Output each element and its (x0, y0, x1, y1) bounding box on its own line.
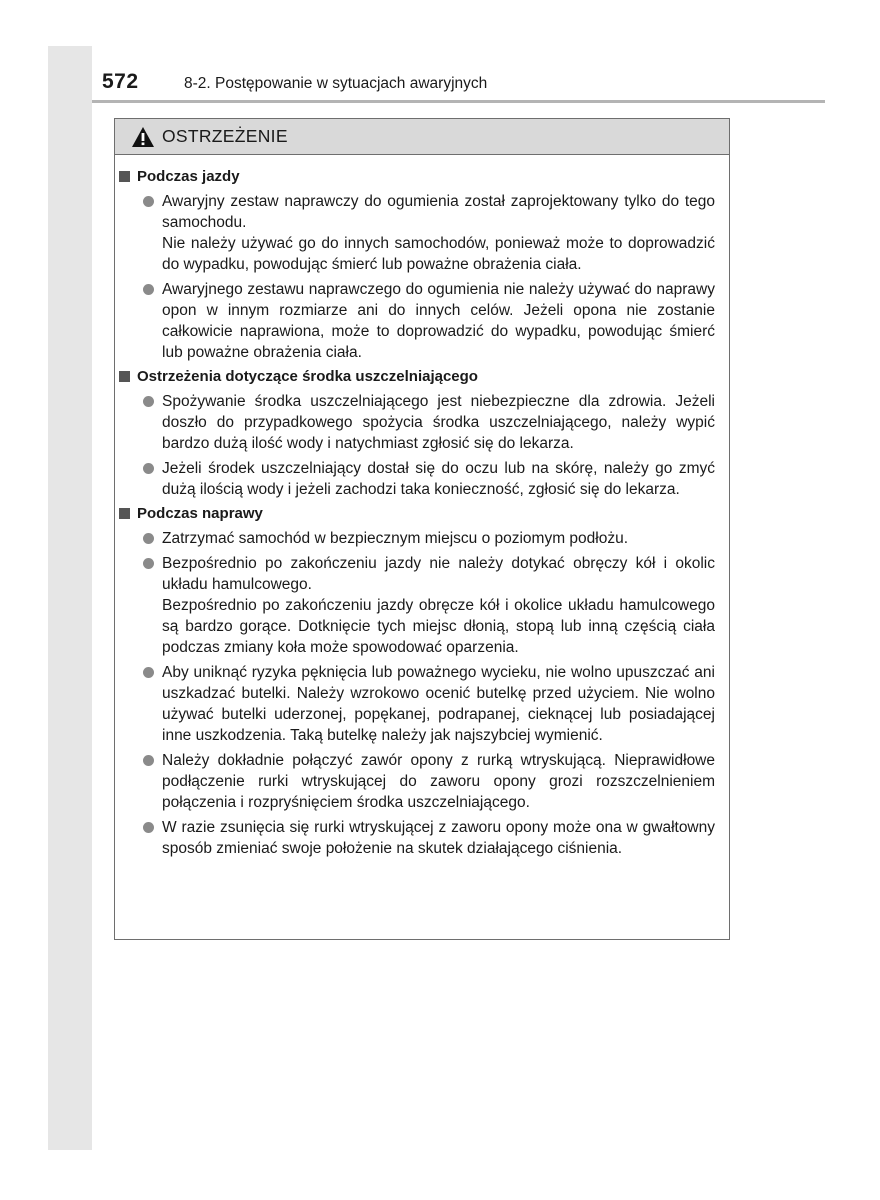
circle-bullet-icon (143, 558, 154, 569)
header-divider (92, 100, 825, 103)
paragraph: Bezpośrednio po zakończeniu jazdy obręcze kół i okolice układu hamulcowego są bardzo gorące. Dotknięcie tych miejsc dłonią, stopą lub inną częścią ciała podczas zmiany koła może spowodować oparzenia. (162, 597, 715, 656)
section-heading (119, 366, 715, 387)
list-item (143, 817, 715, 859)
list-item-text (162, 817, 715, 859)
section-heading-text: Podczas naprawy (137, 505, 263, 522)
warning-title: OSTRZEŻENIE (162, 126, 288, 146)
circle-bullet-icon (143, 667, 154, 678)
list-item-text (162, 662, 715, 746)
warning-body (115, 155, 729, 859)
list-item (143, 279, 715, 363)
list-item (143, 750, 715, 813)
list-item-text (162, 279, 715, 363)
square-bullet-icon (119, 371, 130, 382)
list-item (143, 528, 715, 549)
circle-bullet-icon (143, 533, 154, 544)
warning-header (115, 119, 729, 155)
circle-bullet-icon (143, 822, 154, 833)
list-item (143, 191, 715, 275)
section-heading (119, 166, 715, 187)
warning-triangle-icon (131, 126, 155, 148)
list-item (143, 391, 715, 454)
section-heading-text: Ostrzeżenia dotyczące środka uszczelniającego (137, 368, 478, 385)
section-heading-text: Podczas jazdy (137, 168, 240, 185)
paragraph: Nie należy używać go do innych samochodów, ponieważ może to doprowadzić do wypadku, powodując śmierć lub poważne obrażenia ciała. (162, 235, 715, 273)
paragraph: Awaryjny zestaw naprawczy do ogumienia został zaprojektowany tylko do tego samochodu. (162, 193, 715, 231)
paragraph: Jeżeli środek uszczelniający dostał się do oczu lub na skórę, należy go zmyć dużą ilością wody i jeżeli zachodzi taka konieczność, zgłosić się do lekarza. (162, 460, 715, 498)
square-bullet-icon (119, 171, 130, 182)
list-item (143, 553, 715, 658)
paragraph: Aby uniknąć ryzyka pęknięcia lub poważnego wycieku, nie wolno upuszczać ani uszkadzać butelki. Należy wzrokowo ocenić butelkę przed użyciem. Nie wolno używać butelki uderzonej, popękanej, podrapanej, cieknącej lub posiadającej inne uszkodzenia. Taką butelkę należy jak najszybciej wymienić. (162, 664, 715, 744)
page-side-tab (48, 46, 92, 1150)
square-bullet-icon (119, 508, 130, 519)
section-heading (119, 503, 715, 524)
list-item-text (162, 553, 715, 658)
paragraph: Zatrzymać samochód w bezpiecznym miejscu o poziomym podłożu. (162, 530, 629, 547)
circle-bullet-icon (143, 396, 154, 407)
circle-bullet-icon (143, 463, 154, 474)
circle-bullet-icon (143, 755, 154, 766)
list-item-text (162, 528, 715, 549)
paragraph: Awaryjnego zestawu naprawczego do ogumienia nie należy używać do naprawy opon w innym rozmiarze ani do innych celów. Jeżeli opona nie zostanie całkowicie naprawiona, może to doprowadzić do wypadku, powodując śmierć lub poważne obrażenia ciała. (162, 281, 715, 361)
paragraph: Należy dokładnie połączyć zawór opony z rurką wtryskującą. Nieprawidłowe podłączenie rurki wtryskującej do zaworu opony grozi rozszczelnieniem połączenia i rozpryśnięciem środka uszczelniającego. (162, 752, 715, 811)
warning-box (114, 118, 730, 940)
list-item-text (162, 191, 715, 275)
circle-bullet-icon (143, 284, 154, 295)
paragraph: Bezpośrednio po zakończeniu jazdy nie należy dotykać obręczy kół i okolic układu hamulcowego. (162, 555, 715, 593)
section-title: 8-2. Postępowanie w sytuacjach awaryjnych (184, 75, 488, 92)
list-item-text (162, 391, 715, 454)
list-item-text (162, 458, 715, 500)
circle-bullet-icon (143, 196, 154, 207)
paragraph: Spożywanie środka uszczelniającego jest niebezpieczne dla zdrowia. Jeżeli doszło do przypadkowego spożycia środka uszczelniającego, należy wypić bardzo dużą ilość wody i natychmiast zgłosić się do lekarza. (162, 393, 715, 452)
list-item (143, 458, 715, 500)
list-item-text (162, 750, 715, 813)
paragraph: W razie zsunięcia się rurki wtryskującej z zaworu opony może ona w gwałtowny sposób zmieniać swoje położenie na skutek działającego ciśnienia. (162, 819, 715, 857)
page-number: 572 (102, 70, 139, 93)
list-item (143, 662, 715, 746)
